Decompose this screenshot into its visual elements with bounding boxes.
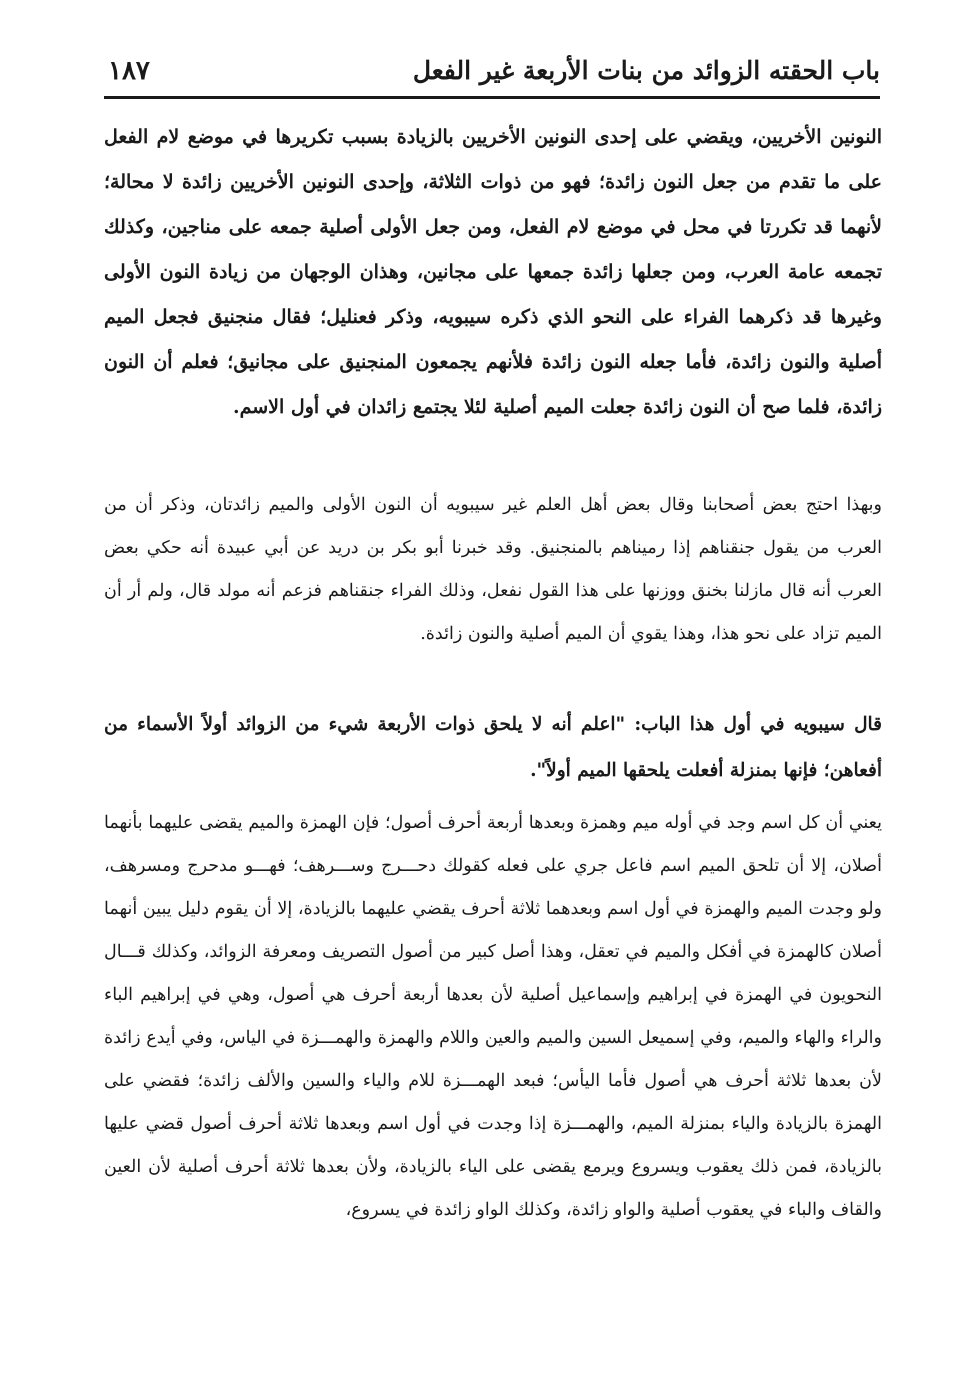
running-title: باب الحقته الزوائد من بنات الأربعة غير الفعل	[412, 56, 880, 85]
paragraph-4: يعني أن كل اسم وجد في أوله ميم وهمزة وبعدها أربعة أحرف أصول؛ فإن الهمزة والميم يقضى عليهما بأنهما أصلان، إلا أن تلحق الميم اسم فاعل جري على فعله كقولك دحـــرج وســـرهف؛ فهـــو مدحرج ومسرهف، ولو وجدت الميم والهمزة في أول اسم وبعدهما ثلاثة أحرف يقضي عليهما بالزيادة، إلا أن يقوم دليل يبين أنهما أصلان كالهمزة في أفكل والميم في تعقل، وهذا أصل كبير من أصول التصريف ومعرفة الزوائد، وكذلك قـــال النحويون في الهمزة في إبراهيم وإسماعيل أصلية لأن بعدها أربعة أحرف هي أصول، وهي في إبراهيم الباء والراء والهاء والميم، وفي إسميعل السين والميم والعين واللام والهمزة والهمـــزة في الياس، وفي أيدع زائدة لأن بعدها ثلاثة أحرف هي أصول فأما اليأس؛ فبعد الهمـــزة للام والياء والسين والألف زائدة؛ فقضي على الهمزة بالزيادة والياء بمنزلة الميم، والهمـــزة إذا وجدت في أول اسم وبعدها ثلاثة أحرف أصول قضي عليها بالزيادة، فمن ذلك يعقوب ويسروع ويرمع يقضى على الياء بالزيادة، ولأن بعدها ثلاثة أحرف أصلية لأن العين والقاف والباء في يعقوب أصلية والواو زائدة، وكذلك الواو زائدة في يسروع،	[104, 813, 882, 1220]
paragraph-2: وبهذا احتج بعض أصحابنا وقال بعض أهل العلم غير سيبويه أن النون الأولى والميم زائدتان، وذكر أن من العرب من يقول جنقناهم إذا رميناهم بالمنجنيق. وقد خبرنا أبو بكر بن دريد عن أبي عبيدة أنه حكي بعض العرب أنه قال مازلنا بخنق ووزنها على هذا القول نفعل، وذلك الفراء جنقناهم فزعم أنه مولد قال، ولم أر أن الميم تزاد على نحو هذا، وهذا يقوي أن الميم أصلية والنون زائدة.	[104, 495, 882, 644]
paragraph-1: النونين الأخريين، ويقضي على إحدى النونين الأخريين بالزيادة بسبب تكريرها في موضع لام الفعل على ما تقدم من جعل النون زائدة؛ فهو من ذوات الثلاثة، وإحدى النونين الأخريين زائدة لا محالة؛ لأنهما قد تكررتا في محل في موضع لام الفعل، ومن جعل الأولى أصلية جمعه على مناجين، وكذلك تجمعه عامة العرب، ومن جعلها زائدة جمعها على مجانين، وهذان الوجهان من زيادة النون الأولى وغيرها قد ذكرهما الفراء على النحو الذي ذكره سيبويه، وذكر فعنليل؛ فقال منجنيق فجعل الميم أصلية والنون زائدة، فأما جعله النون زائدة فلأنهم يجمعون المنجنيق على مجانيق؛ فعلم أن النون زائدة، فلما صح أن النون زائدة جعلت الميم أصلية لئلا يجتمع زائدان في أول الاسم.	[104, 126, 882, 418]
page-header	[104, 52, 880, 99]
paragraph-3-quote: قال سيبويه في أول هذا الباب: "اعلم أنه لا يلحق ذوات الأربعة شيء من الزوائد أولاً الأسماء من أفعاهن؛ فإنها بمنزلة أفعلت يلحقها الميم أولاً".	[104, 714, 882, 781]
page-number: ١٨٧	[108, 56, 150, 86]
